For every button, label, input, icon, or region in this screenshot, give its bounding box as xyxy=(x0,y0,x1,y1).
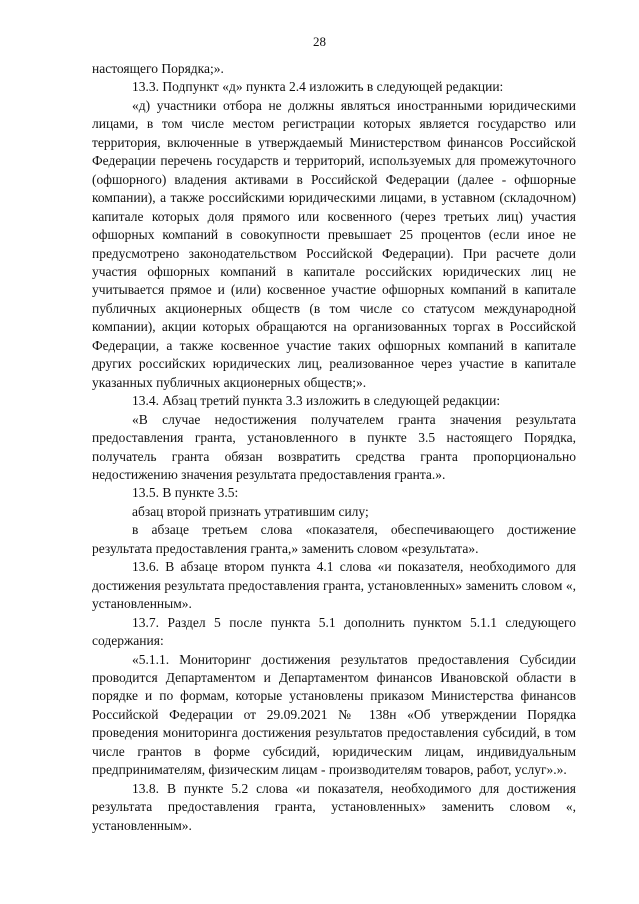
paragraph: 13.6. В абзаце втором пункта 4.1 слова «и показателя, необходимого для достижения результата предоставления гранта, установленных» заменить словом «, установленным». xyxy=(92,559,576,612)
paragraph: «д) участники отбора не должны являться иностранными юридическими лицами, в том числе местом регистрации которых является государство или территория, включенные в утверждаемый Министерством финансов Российской Федерации перечень государств и территорий, используемых для промежуточного (офшорного) владения активами в Российской Федерации (далее - офшорные компании), а также российскими юридическими лицами, в уставном (складочном) капитале которых доля прямого или косвенного (через третьих лиц) участия офшорных компаний в совокупности превышает 25 процентов (если иное не предусмотрено законодательством Российской Федерации). При расчете доли участия офшорных компаний в капитале российских юридических лиц не учитывается прямое и (или) косвенное участие офшорных компаний в капитале публичных акционерных обществ (в том числе со статусом международной компании), акции которых обращаются на организованных торгах в Российской Федерации, а также косвенное участие таких офшорных компаний в капитале других российских юридических лиц, реализованное через участие в капитале указанных публичных акционерных обществ;». xyxy=(92,97,576,390)
document-body xyxy=(92,60,576,835)
paragraph: 13.7. Раздел 5 после пункта 5.1 дополнить пунктом 5.1.1 следующего содержания: xyxy=(92,614,576,649)
paragraph: «5.1.1. Мониторинг достижения результатов предоставления Субсидии проводится Департаментом и Департаментом финансов Ивановской области в порядке и по формам, которые установлены приказом Министерства финансов Российской Федерации от 29.09.2021 № 138н «Об утверждении Порядка проведения мониторинга достижения результатов предоставления субсидий, в том числе грантов в форме субсидий, юридическим лицам, индивидуальным предпринимателям, физическим лицам - производителям товаров, работ, услуг».». xyxy=(92,651,576,778)
paragraph: 13.8. В пункте 5.2 слова «и показателя, необходимого для достижения результата предоставления гранта, установленных» заменить словом «, установленным». xyxy=(92,780,576,833)
paragraph: в абзаце третьем слова «показателя, обеспечивающего достижение результата предоставления гранта,» заменить словом «результата». xyxy=(92,522,576,556)
paragraph: 13.3. Подпункт «д» пункта 2.4 изложить в следующей редакции: xyxy=(132,79,504,95)
paragraph: абзац второй признать утратившим силу; xyxy=(132,503,369,519)
paragraph: 13.5. В пункте 3.5: xyxy=(132,485,239,501)
paragraph: настоящего Порядка;». xyxy=(92,61,224,76)
paragraph: 13.4. Абзац третий пункта 3.3 изложить в следующей редакции: xyxy=(132,393,501,409)
paragraph: «В случае недостижения получателем гранта значения результата предоставления гранта, установленного в пункте 3.5 настоящего Порядка, получатель гранта обязан возвратить средства гранта пропорционально недостижению значения результата предоставления гранта.». xyxy=(92,411,576,482)
page-number: 28 xyxy=(313,34,326,49)
